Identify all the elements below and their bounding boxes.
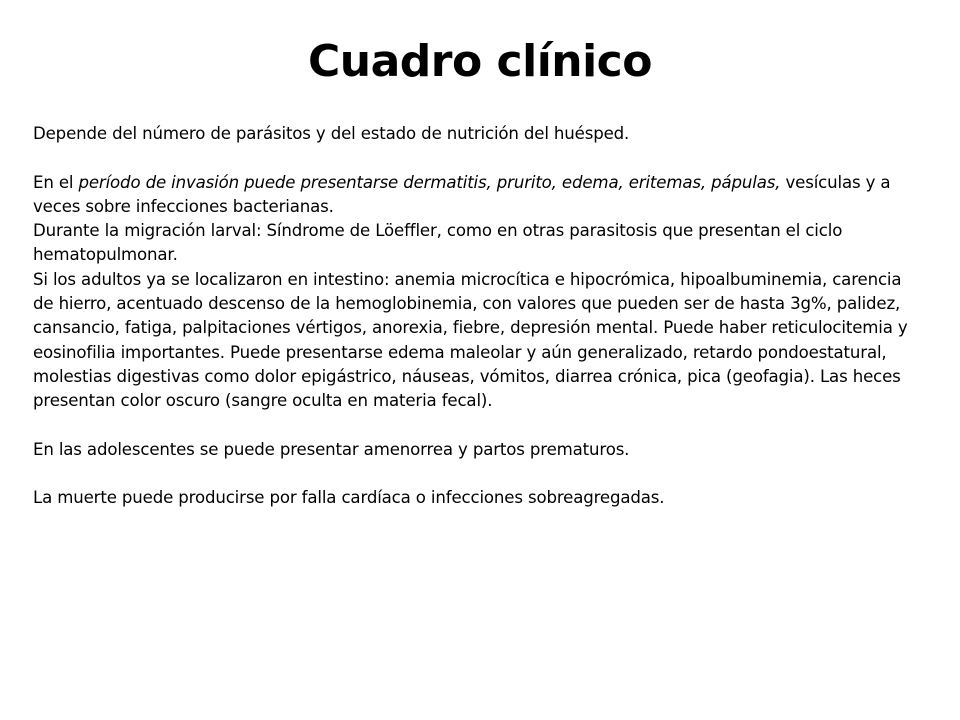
invasion-italic: período de invasión puede presentarse dermatitis, prurito, edema, eritemas, pápulas, (78, 172, 781, 192)
paragraph-gap (33, 414, 923, 438)
death-paragraph: La muerte puede producirse por falla cardíaca o infecciones sobreagregadas. (33, 488, 665, 508)
slide-body (33, 122, 923, 511)
adolescents-paragraph: En las adolescentes se puede presentar amenorrea y partos prematuros. (33, 439, 630, 459)
invasion-prefix: En el (33, 172, 79, 192)
invasion-paragraph (33, 171, 923, 220)
invasion-suffix: vesículas y a veces sobre infecciones bacterianas. (33, 172, 891, 216)
paragraph-gap (33, 146, 923, 170)
paragraph-gap (33, 462, 923, 486)
migration-paragraph: Durante la migración larval: Síndrome de Löeffler, como en otras parasitosis que presentan el ciclo hematopulmonar. (33, 221, 843, 265)
intro-paragraph: Depende del número de parásitos y del estado de nutrición del huésped. (33, 124, 630, 143)
adults-paragraph: Si los adultos ya se localizaron en intestino: anemia microcítica e hipocrómica, hipoalbuminemia, carencia de hierro, acentuado descenso de la hemoglobinemia, con valores que pueden ser de hasta 3g%, palidez, cansancio, fatiga, palpitaciones vértigos, anorexia, fiebre, depresión mental. Puede haber reticulocitemia y eosinofilia importantes. Puede presentarse edema maleolar y aún generalizado, retardo pondoestatural, molestias digestivas como dolor epigástrico, náuseas, vómitos, diarrea crónica, pica (geofagia). Las heces presentan color oscuro (sangre oculta en materia fecal). (33, 269, 908, 411)
slide-title: Cuadro clínico (307, 36, 652, 87)
